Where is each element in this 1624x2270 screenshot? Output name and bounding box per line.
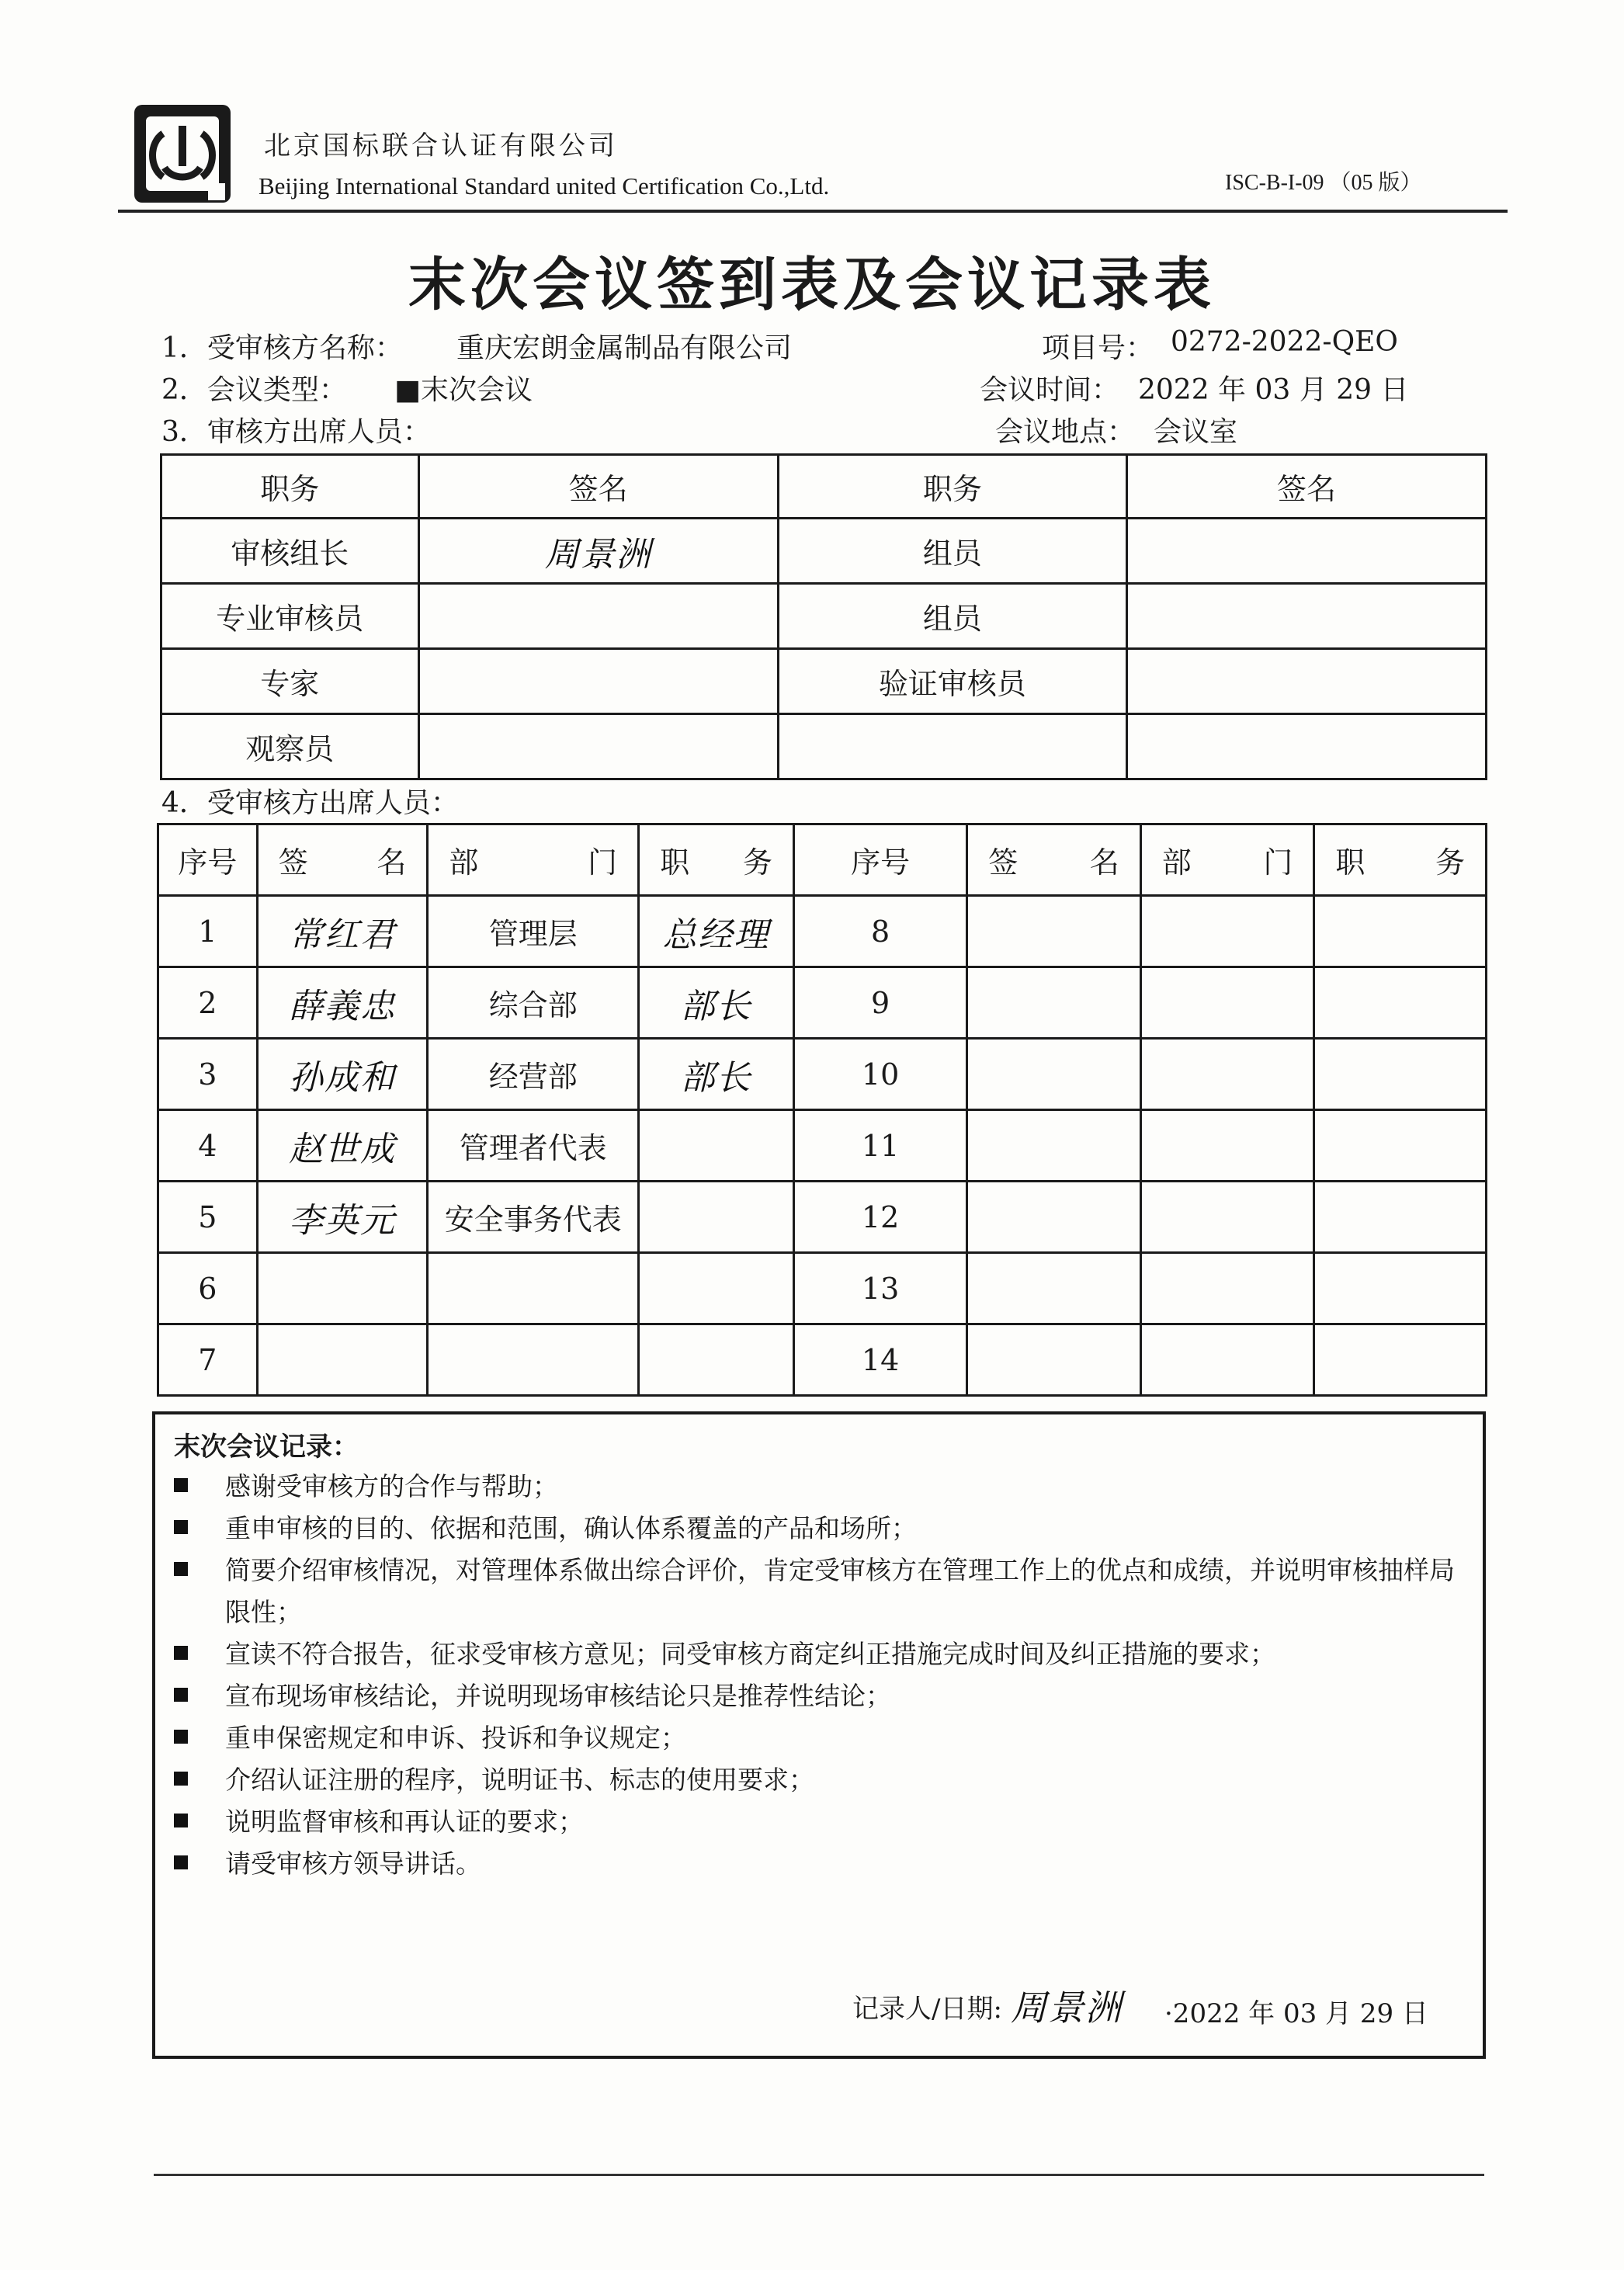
handwritten-signature: 常红君 xyxy=(289,915,397,955)
square-bullet-icon xyxy=(174,1730,188,1744)
department-cell: 管理层 xyxy=(428,896,639,967)
header-position xyxy=(1314,824,1487,896)
handwritten-position: 部长 xyxy=(680,986,752,1026)
table-row xyxy=(161,584,1487,649)
role-cell xyxy=(778,714,1126,779)
signature-cell xyxy=(967,1039,1141,1110)
position-cell xyxy=(639,1324,794,1396)
auditee-name-label: 1．受审核方名称： xyxy=(161,332,403,364)
signature-cell xyxy=(967,1253,1141,1324)
department-cell xyxy=(428,1324,639,1396)
list-item xyxy=(174,1550,1470,1633)
list-item-text: 宣读不符合报告，征求受审核方意见；同受审核方商定纠正措施完成时间及纠正措施的要求； xyxy=(225,1639,1275,1669)
department-cell xyxy=(1140,967,1314,1039)
list-item-text: 请受审核方领导讲话。 xyxy=(225,1848,481,1879)
list-item xyxy=(174,1801,1470,1843)
table-row xyxy=(161,714,1487,779)
table-row xyxy=(158,1324,1487,1396)
auditor-attendees-label: 3．审核方出席人员： xyxy=(161,416,431,448)
list-item xyxy=(174,1675,1470,1717)
number-cell: 1 xyxy=(158,896,258,967)
square-bullet-icon xyxy=(174,1688,188,1702)
meeting-record-title: 末次会议记录： xyxy=(174,1432,359,1463)
header-char: 签 xyxy=(278,845,308,880)
header-role: 职务 xyxy=(161,455,419,519)
header-char: 职 xyxy=(660,845,690,880)
department-cell xyxy=(1140,896,1314,967)
table-header-row xyxy=(158,824,1487,896)
number-cell: 2 xyxy=(158,967,258,1039)
handwritten-position: 部长 xyxy=(680,1057,752,1098)
list-item-text: 简要介绍审核情况，对管理体系做出综合评价，肯定受审核方在管理工作上的优点和成绩，并说明审核抽样局限性； xyxy=(225,1555,1455,1627)
signature-cell xyxy=(967,896,1141,967)
position-cell xyxy=(1314,896,1487,967)
header-number: 序号 xyxy=(793,824,966,896)
list-item-text: 重申审核的目的、依据和范围，确认体系覆盖的产品和场所； xyxy=(225,1513,917,1543)
project-number-label: 项目号： xyxy=(1042,332,1154,364)
department-cell: 经营部 xyxy=(428,1039,639,1110)
header-char: 门 xyxy=(1263,845,1293,880)
signature-cell xyxy=(418,649,778,714)
list-item xyxy=(174,1843,1470,1885)
department-cell xyxy=(1140,1110,1314,1182)
recorder-date: ·2022 年 03 月 29 日 xyxy=(1164,1998,1428,2029)
role-cell: 专家 xyxy=(161,649,419,714)
header-signature: 签名 xyxy=(418,455,778,519)
header-signature: 签名 xyxy=(1127,455,1487,519)
number-cell: 7 xyxy=(158,1324,258,1396)
table-header-row xyxy=(161,455,1487,519)
header-divider xyxy=(118,210,1508,213)
number-cell: 5 xyxy=(158,1182,258,1253)
list-item-text: 宣布现场审核结论，并说明现场审核结论只是推荐性结论； xyxy=(225,1681,891,1711)
signature-cell xyxy=(1127,649,1487,714)
auditee-name-value: 重庆宏朗金属制品有限公司 xyxy=(456,332,793,364)
square-bullet-icon xyxy=(174,1772,188,1786)
header-char: 签 xyxy=(988,845,1018,880)
company-name-en: Beijing International Standard united Certification Co.,Ltd. xyxy=(259,172,830,200)
square-bullet-icon xyxy=(174,1520,188,1534)
signature-cell xyxy=(418,584,778,649)
role-cell: 审核组长 xyxy=(161,519,419,584)
role-cell: 组员 xyxy=(778,584,1126,649)
meeting-place-value: 会议室 xyxy=(1154,416,1238,448)
list-item xyxy=(174,1633,1470,1675)
list-item xyxy=(174,1759,1470,1801)
department-cell: 安全事务代表 xyxy=(428,1182,639,1253)
meeting-type-label: 2．会议类型： xyxy=(161,374,347,406)
company-name-cn: 北京国标联合认证有限公司 xyxy=(264,130,618,161)
position-cell xyxy=(1314,967,1487,1039)
header-char: 务 xyxy=(742,845,772,880)
number-cell: 14 xyxy=(793,1324,966,1396)
header-department xyxy=(1140,824,1314,896)
table-row xyxy=(158,1182,1487,1253)
signature-cell xyxy=(257,1039,428,1110)
position-cell xyxy=(1314,1110,1487,1182)
table-row xyxy=(161,649,1487,714)
auditor-attendance-table xyxy=(160,453,1487,780)
table-row xyxy=(158,1110,1487,1182)
position-cell xyxy=(1314,1182,1487,1253)
header-number: 序号 xyxy=(158,824,258,896)
square-bullet-icon xyxy=(174,1814,188,1827)
list-item-text: 感谢受审核方的合作与帮助； xyxy=(225,1471,558,1501)
list-item xyxy=(174,1508,1470,1550)
position-cell xyxy=(639,967,794,1039)
signature-cell xyxy=(1127,519,1487,584)
position-cell xyxy=(639,1039,794,1110)
document-code: ISC-B-I-09 （05 版） xyxy=(1225,171,1422,195)
meeting-time-value: 2022 年 03 月 29 日 xyxy=(1138,374,1409,406)
page-title: 末次会议签到表及会议记录表 xyxy=(408,252,1216,318)
signature-cell xyxy=(257,967,428,1039)
handwritten-signature: 李英元 xyxy=(289,1200,397,1241)
meeting-record-list xyxy=(174,1466,1470,1885)
number-cell: 3 xyxy=(158,1039,258,1110)
signature-cell xyxy=(1127,584,1487,649)
header-department xyxy=(428,824,639,896)
number-cell: 10 xyxy=(793,1039,966,1110)
square-bullet-icon xyxy=(174,1562,188,1576)
position-cell xyxy=(1314,1253,1487,1324)
footer-divider xyxy=(154,2174,1484,2176)
role-cell: 组员 xyxy=(778,519,1126,584)
signature-cell xyxy=(1127,714,1487,779)
handwritten-signature: 薛義忠 xyxy=(289,986,397,1026)
square-bullet-icon xyxy=(174,1855,188,1869)
number-cell: 13 xyxy=(793,1253,966,1324)
recorder-signature: 周景洲 xyxy=(1011,1987,1123,2029)
project-number-value: 0272-2022-QEO xyxy=(1171,326,1398,358)
handwritten-signature: 周景洲 xyxy=(544,534,652,574)
signature-cell xyxy=(967,1110,1141,1182)
header-position xyxy=(639,824,794,896)
auditee-attendance-table xyxy=(157,823,1487,1397)
header-signature xyxy=(257,824,428,896)
auditee-attendees-label: 4．受审核方出席人员： xyxy=(161,787,459,819)
table-row xyxy=(158,1039,1487,1110)
position-cell xyxy=(639,1110,794,1182)
list-item xyxy=(174,1466,1470,1508)
table-row xyxy=(161,519,1487,584)
department-cell xyxy=(1140,1324,1314,1396)
department-cell xyxy=(1140,1182,1314,1253)
number-cell: 8 xyxy=(793,896,966,967)
number-cell: 6 xyxy=(158,1253,258,1324)
header-char: 部 xyxy=(449,845,479,880)
list-item-text: 重申保密规定和申诉、投诉和争议规定； xyxy=(225,1723,686,1753)
table-row xyxy=(158,896,1487,967)
signature-cell xyxy=(257,1324,428,1396)
signature-cell xyxy=(257,1110,428,1182)
role-cell: 观察员 xyxy=(161,714,419,779)
list-item-text: 说明监督审核和再认证的要求； xyxy=(225,1807,584,1837)
square-bullet-icon xyxy=(174,1646,188,1660)
signature-cell xyxy=(967,967,1141,1039)
position-cell xyxy=(639,1253,794,1324)
recorder-label: 记录人/日期: xyxy=(852,1994,1002,2025)
number-cell: 9 xyxy=(793,967,966,1039)
header-char: 部 xyxy=(1161,845,1192,880)
meeting-place-label: 会议地点： xyxy=(995,416,1136,448)
handwritten-position: 总经理 xyxy=(662,915,770,955)
handwritten-signature: 赵世成 xyxy=(289,1129,397,1169)
signature-cell xyxy=(257,896,428,967)
list-item xyxy=(174,1717,1470,1759)
position-cell xyxy=(1314,1324,1487,1396)
department-cell: 综合部 xyxy=(428,967,639,1039)
role-cell: 专业审核员 xyxy=(161,584,419,649)
company-logo xyxy=(132,102,233,205)
handwritten-signature: 孙成和 xyxy=(289,1057,397,1098)
department-cell: 管理者代表 xyxy=(428,1110,639,1182)
header-char: 名 xyxy=(377,845,407,880)
header-char: 职 xyxy=(1335,845,1365,880)
department-cell xyxy=(1140,1039,1314,1110)
header-char: 门 xyxy=(588,845,618,880)
number-cell: 11 xyxy=(793,1110,966,1182)
meeting-time-label: 会议时间： xyxy=(980,374,1120,406)
department-cell xyxy=(1140,1253,1314,1324)
header-char: 名 xyxy=(1089,845,1119,880)
header-signature xyxy=(967,824,1141,896)
position-cell xyxy=(639,896,794,967)
signature-cell xyxy=(967,1324,1141,1396)
meeting-type-value: ■末次会议 xyxy=(394,374,533,406)
header-char: 务 xyxy=(1435,845,1465,880)
signature-cell xyxy=(967,1182,1141,1253)
position-cell xyxy=(1314,1039,1487,1110)
header-role: 职务 xyxy=(778,455,1126,519)
number-cell: 12 xyxy=(793,1182,966,1253)
table-row xyxy=(158,1253,1487,1324)
signature-cell xyxy=(418,519,778,584)
table-row xyxy=(158,967,1487,1039)
list-item-text: 介绍认证注册的程序，说明证书、标志的使用要求； xyxy=(225,1765,814,1795)
department-cell xyxy=(428,1253,639,1324)
square-bullet-icon xyxy=(174,1478,188,1492)
signature-cell xyxy=(257,1253,428,1324)
role-cell: 验证审核员 xyxy=(778,649,1126,714)
signature-cell xyxy=(257,1182,428,1253)
signature-cell xyxy=(418,714,778,779)
position-cell xyxy=(639,1182,794,1253)
number-cell: 4 xyxy=(158,1110,258,1182)
